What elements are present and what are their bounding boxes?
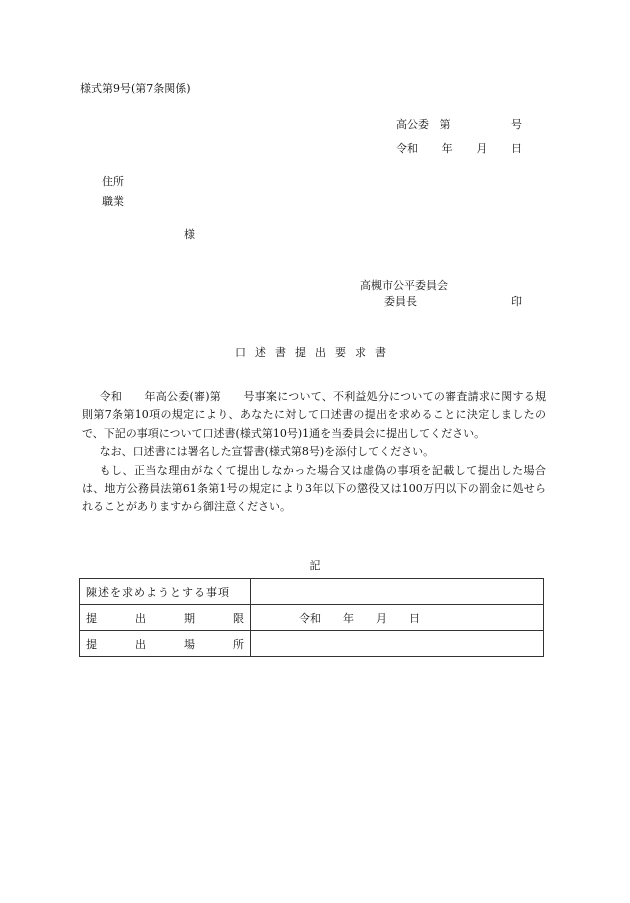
location-value <box>251 631 544 657</box>
date-day: 日 <box>510 142 522 155</box>
chairman-line <box>384 293 522 309</box>
matters-label: 陳述を求めようとする事項 <box>80 579 251 605</box>
table-row <box>80 605 544 631</box>
chairman-label: 委員長 <box>384 295 417 308</box>
deadline-label: 提 出 期 限 <box>80 605 251 631</box>
document-title: 口述書提出要求書 <box>235 346 395 359</box>
matters-value <box>251 579 544 605</box>
address-label: 住所 <box>102 175 124 188</box>
body-text <box>82 388 546 517</box>
date-year: 年 <box>441 142 453 155</box>
ref-prefix: 高公委 <box>396 118 429 131</box>
committee-name: 高槻市公平委員会 <box>360 279 448 292</box>
form-number: 様式第9号(第7条関係) <box>80 82 191 95</box>
location-label: 提 出 場 所 <box>80 631 251 657</box>
table-row <box>80 631 544 657</box>
table-row <box>80 579 544 605</box>
ref-dai: 第 <box>439 118 451 131</box>
date-month: 月 <box>476 142 488 155</box>
request-details-table <box>79 578 544 657</box>
body-paragraph-1: 令和 年高公委(審)第 号事案について、不利益処分についての審査請求に関する規則第7条第10項の規定により、あなたに対して口述書の提出を求めることに決定しましたので、下記の事項について口述書(様式第10号)1通を当委員会に提出してください。 <box>82 390 546 440</box>
ki-heading: 記 <box>309 559 321 572</box>
body-paragraph-3: もし、正当な理由がなくて提出しなかった場合又は虚偽の事項を記載して提出した場合は、地方公務員法第61条第1号の規定により3年以下の懲役又は100万円以下の罰金に処せられることがありますから御注意ください。 <box>82 463 546 514</box>
issue-date-line <box>396 140 522 156</box>
honorific-label: 様 <box>184 228 195 241</box>
reference-number-line <box>396 116 522 132</box>
seal-mark: 印 <box>511 295 522 308</box>
date-era: 令和 <box>396 142 418 155</box>
occupation-label: 職業 <box>102 195 124 208</box>
body-paragraph-2: なお、口述書には署名した宣誓書(様式第8号)を添付してください。 <box>99 445 435 459</box>
deadline-value: 令和 年 月 日 <box>251 605 544 631</box>
ref-go: 号 <box>511 118 522 131</box>
